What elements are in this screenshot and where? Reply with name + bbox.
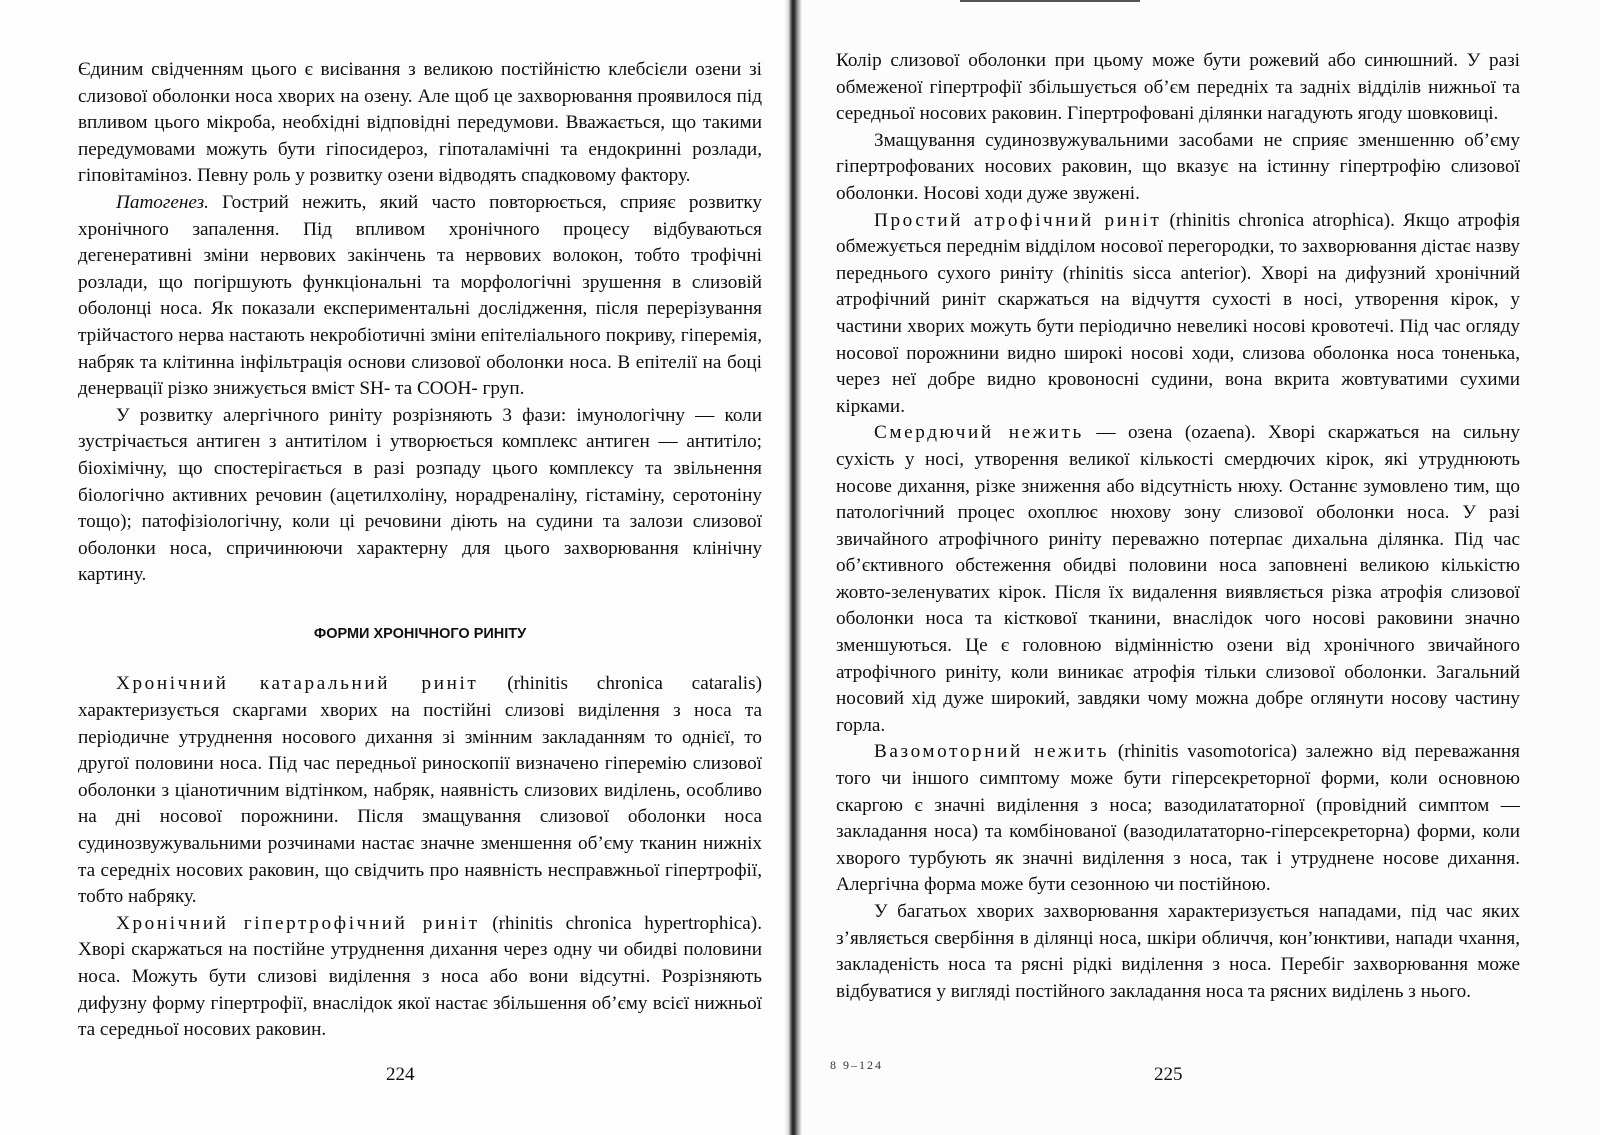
right-paragraph-1-body: Колір слизової оболонки при цьому може бути рожевий або синюшний. У разі обмеженої гіпертрофії збільшується об’єм передніх та задніх відділів нижньої та середньої носових раковин. Гіпертрофовані ділянки нагадують ягоду шовковиці. bbox=[836, 50, 1520, 125]
right-paragraph-4 bbox=[836, 420, 1520, 739]
right-paragraph-2 bbox=[836, 128, 1520, 208]
left-paragraph-3 bbox=[78, 403, 762, 589]
left-section-paragraph-1-lead: Хронічний катаральний риніт bbox=[116, 673, 479, 695]
right-paragraph-3 bbox=[836, 208, 1520, 421]
left-section-paragraph-2-body: (rhinitis chronica hypertrophica). Хворі скаржаться на постійне утруднення дихання через одну чи обидві половини носа. Можуть бути слизові виділення з носа або вони відсутні. Розрізняють дифузну форму гіпертрофії, внаслідок якої настає збільшення об’єму всієї нижньої та середньої носових раковин. bbox=[78, 912, 762, 1041]
right-paragraph-5-lead: Вазомоторний нежить bbox=[874, 741, 1110, 763]
right-paragraph-6-body: У багатьох хворих захворювання характеризується нападами, під час яких з’являється свербіння в ділянці носа, шкіри обличчя, кон’юнктиви, напади чхання, закладеність носа та рясні рідкі виділення з носа. Перебіг захворювання може відбуватися у вигляді постійного закладання носа та рясних виділень з нього. bbox=[836, 901, 1520, 1002]
printer-signature-mark: 8 9–124 bbox=[830, 1058, 883, 1072]
left-page-text bbox=[78, 57, 762, 1044]
section-heading: ФОРМИ ХРОНІЧНОГО РИНІТУ bbox=[313, 625, 527, 642]
right-paragraph-3-lead: Простий атрофічний риніт bbox=[874, 209, 1162, 231]
left-page-number: 224 bbox=[386, 1064, 415, 1085]
left-paragraph-1-body: Єдиним свідченням цього є висівання з великою постійністю клебсієли озени зі слизової оболонки носа хворих на озену. Але щоб це захворювання проявилося під впливом цього мікроба, необхідні відповідні передумови. Вважається, що такими передумовами можуть бути гіпосидероз, гіпоталамічні та ендокринні розлади, гіповітаміноз. Певну роль у розвитку озени відводять спадковому фактору. bbox=[78, 59, 762, 187]
right-paragraph-1 bbox=[836, 48, 1520, 128]
left-section-paragraph-1 bbox=[78, 671, 762, 910]
right-paragraph-4-lead: Смердючий нежить bbox=[874, 422, 1084, 444]
top-edge-rule bbox=[960, 0, 1140, 2]
left-section-paragraph-2-lead: Хронічний гіпертрофічний риніт bbox=[116, 912, 480, 934]
left-page bbox=[0, 0, 790, 1135]
right-paragraph-3-body: (rhinitis chronica atrophica). Якщо атрофія обмежується переднім відділом носової перегородки, то захворювання дістає назву переднього сухого риніту (rhinitis sicca anterior). Хворі на дифузний хронічний атрофічний риніт скаржаться на відчуття сухості в носі, утворення кірок, у частини хворих можуть бути періодично невеликі носові кровотечі. Під час огляду носової порожнини видно широкі носові ходи, слизова оболонка носа тоненька, через неї добре видно кровоносні судини, вона вкрита жовтуватими сухими кірками. bbox=[836, 209, 1520, 417]
left-section-paragraph-2 bbox=[78, 911, 762, 1044]
left-paragraph-2 bbox=[78, 190, 762, 403]
left-paragraph-1 bbox=[78, 57, 762, 190]
left-paragraph-2-body: Гострий нежить, який часто повторюється, сприяє розвитку хронічного запалення. Під впливом хронічного процесу відбуваються дегенеративні зміни нервових закінчень та нервових волокон, тобто трофічні розлади, що погіршують функціональні та морфологічні зрушення в слизовій оболонці носа. Як показали експериментальні дослідження, після перерізування трійчастого нерва настають некробіотичні зміни епітеліального покриву, гіперемія, набряк та клітинна інфільтрація основи слизової оболонки носа. В епітелії на боці денервації різко знижується вміст SH- та СООН- груп. bbox=[78, 191, 762, 400]
right-page-text bbox=[836, 48, 1520, 1005]
left-paragraph-3-body: У розвитку алергічного риніту розрізняють 3 фази: імунологічну — коли зустрічається антиген з антитілом і утворюється комплекс антиген — антитіло; біохімічну, що спостерігається в разі розпаду цього комплексу та звільнення біологічно активних речовин (ацетилхоліну, норадреналіну, гістаміну, серотоніну тощо); патофізіологічну, коли ці речовини діють на судини та залози слизової оболонки носа, спричинюючи характерну для цього захворювання клінічну картину. bbox=[78, 404, 762, 586]
right-page bbox=[790, 0, 1600, 1135]
book-spine-shadow bbox=[784, 0, 802, 1135]
left-paragraph-2-lead: Патогенез. bbox=[116, 191, 209, 213]
right-paragraph-6 bbox=[836, 899, 1520, 1005]
right-paragraph-4-body: — озена (ozaena). Хворі скаржаться на сильну сухість у носі, утворення великої кількості смердючих кірок, які утруднюють носове дихання, різке зниження або відсутність нюху. Останнє зумовлено тим, що патологічний процес охоплює нюхову зону слизової оболонки носа. У разі звичайного атрофічного риніту переважно потерпає дихальна ділянка. Під час об’єктивного обстеження обидві половини носа заповнені великою кількістю жовто-зеленуватих кірок. Після їх видалення виявляється різка атрофія слизової оболонки носа та кісткової тканини, внаслідок чого носові раковини значно зменшуються. Це є головною відмінністю озени від хронічного звичайного атрофічного риніту, коли виникає атрофія тільки слизової оболонки. Загальний носовий хід дуже широкий, завдяки чому можна добре оглянути носову частину горла. bbox=[836, 422, 1520, 736]
right-page-number: 225 bbox=[1154, 1064, 1183, 1085]
right-paragraph-2-body: Змащування судинозвужувальними засобами не сприяє зменшенню об’єму гіпертрофованих носових раковин, що вказує на істинну гіпертрофію слизової оболонки. Носові ходи дуже звужені. bbox=[836, 129, 1520, 204]
right-paragraph-5-body: (rhinitis vasomotorica) залежно від переважання того чи іншого симптому може бути гіперсекреторної форми, коли основною скаргою є значні виділення з носа; вазодилататорної (провідний симптом — закладання носа) та комбінованої (вазодилататорно-гіперсекреторна) форми, коли хворого турбують як значні виділення з носа, так і утруднене носове дихання. Алергічна форма може бути сезонною чи постійною. bbox=[836, 741, 1520, 896]
left-section-paragraph-1-body: (rhinitis chronica cataralis) характеризується скаргами хворих на постійні слизові виділення з носа та періодичне утруднення носового дихання зі змінним закладанням то однієї, то другої половини носа. Під час передньої риноскопії визначено гіперемію слизової оболонки з ціанотичним відтінком, набряк, наявність слизових виділень, особливо на дні носової порожнини. Після змащування слизової оболонки носа судинозвужувальними розчинами настає значне зменшення об’єму тканин нижніх та середніх носових раковин, що свідчить про наявність несправжньої гіпертрофії, тобто набряку. bbox=[78, 673, 762, 908]
right-paragraph-5 bbox=[836, 739, 1520, 899]
